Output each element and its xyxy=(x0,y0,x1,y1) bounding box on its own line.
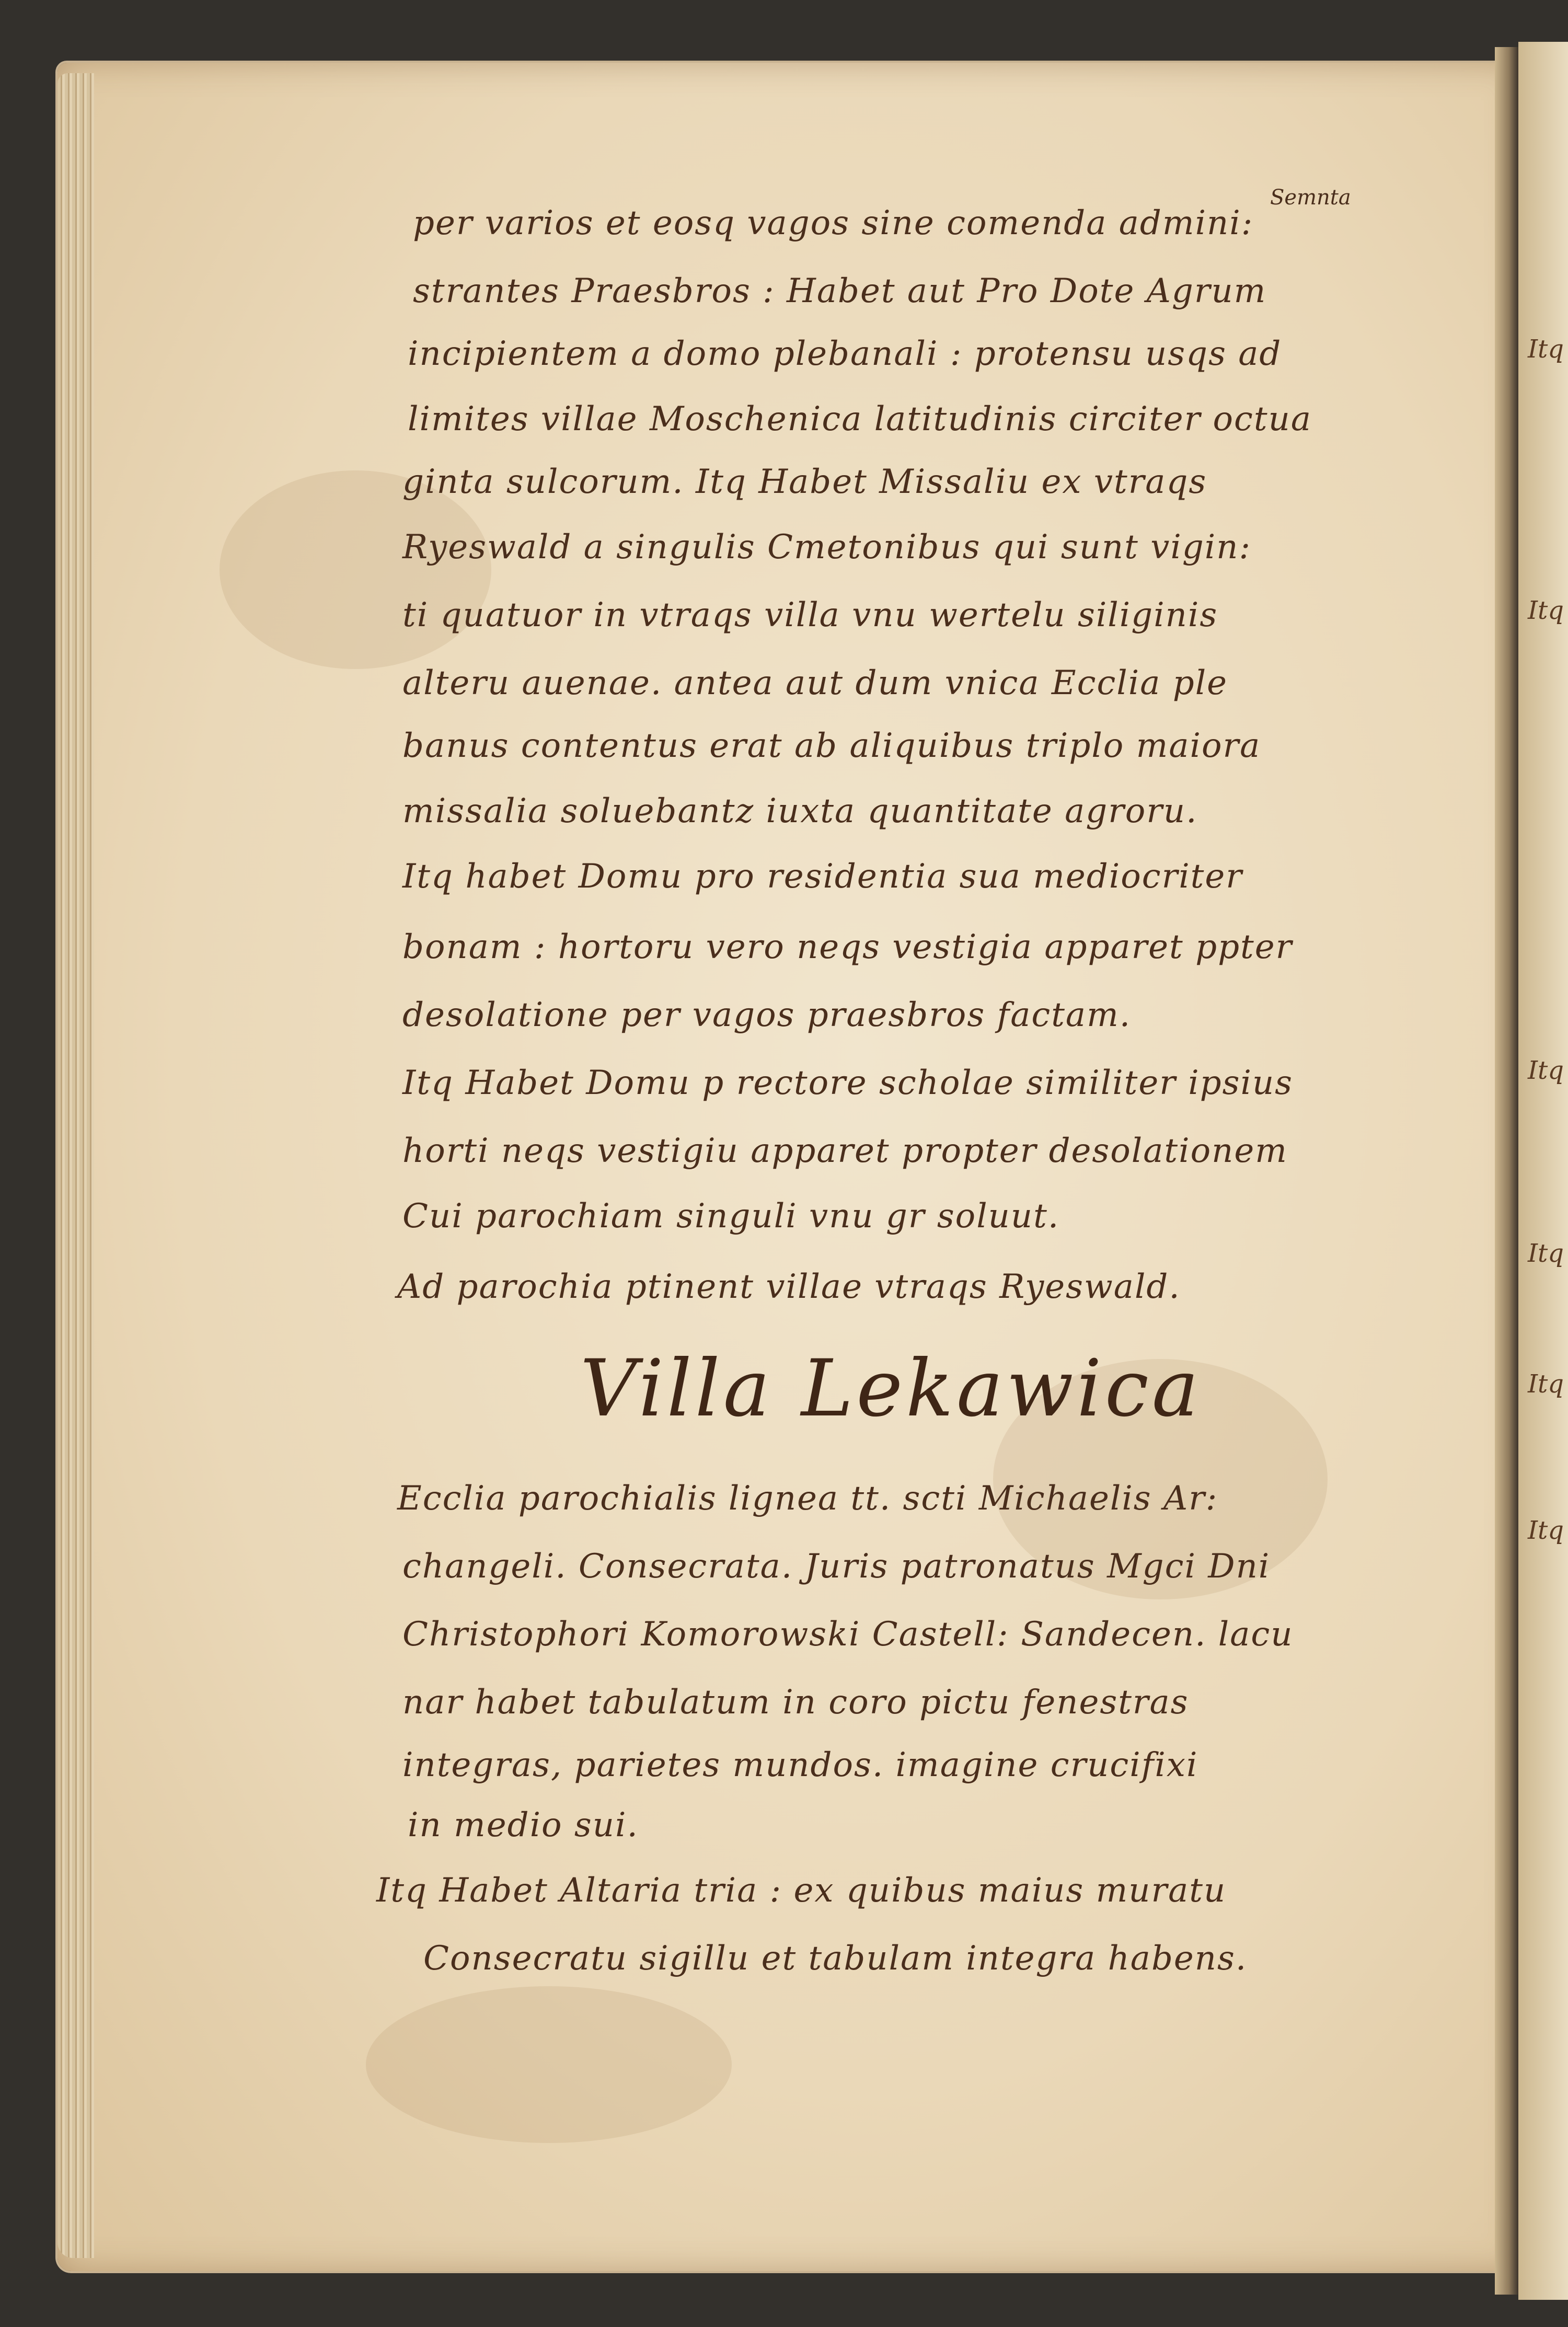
manuscript-line: desolatione per vagos praesbros factam. xyxy=(402,996,1132,1034)
book-gutter xyxy=(1495,47,1518,2295)
manuscript-line: Itq Habet Altaria tria : ex quibus maius muratu xyxy=(376,1871,1227,1910)
facing-page-mark: Itq xyxy=(1528,1239,1564,1268)
manuscript-line: Cui parochiam singuli vnu gr soluut. xyxy=(402,1197,1060,1236)
manuscript-line: bonam : hortoru vero neqs vestigia apparet ppter xyxy=(402,928,1293,966)
manuscript-line: alteru auenae. antea aut dum vnica Ecclia ple xyxy=(402,664,1228,702)
manuscript-line: Ryeswald a singulis Cmetonibus qui sunt vigin: xyxy=(402,528,1252,567)
page-edges xyxy=(57,73,94,2258)
facing-page-mark: Itq xyxy=(1528,1369,1564,1399)
supralinear-note: Semnta xyxy=(1270,186,1351,210)
paper-stain xyxy=(366,1986,732,2143)
facing-page-fragment xyxy=(1518,42,1568,2300)
manuscript-line: Itq habet Domu pro residentia sua mediocriter xyxy=(402,857,1243,896)
manuscript-line: banus contentus erat ab aliquibus triplo maiora xyxy=(402,727,1261,765)
facing-page-mark: Itq xyxy=(1528,335,1564,364)
section-heading: Villa Lekawica xyxy=(580,1343,1202,1434)
manuscript-line: Itq Habet Domu p rectore scholae similiter ipsius xyxy=(402,1064,1293,1102)
manuscript-line: changeli. Consecrata. Juris patronatus Mgci Dni xyxy=(402,1547,1271,1586)
manuscript-line: incipientem a domo plebanali : protensu usqs ad xyxy=(408,335,1282,373)
manuscript-line: Consecratu sigillu et tabulam integra habens. xyxy=(423,1939,1248,1978)
manuscript-line: in medio sui. xyxy=(408,1806,639,1845)
manuscript-line: strantes Praesbros : Habet aut Pro Dote Agrum xyxy=(413,272,1267,310)
manuscript-line: ginta sulcorum. Itq Habet Missaliu ex vtraqs xyxy=(402,463,1207,501)
manuscript-line: Ecclia parochialis lignea tt. scti Michaelis Ar: xyxy=(397,1479,1218,1518)
manuscript-line: integras, parietes mundos. imagine crucifixi xyxy=(402,1746,1198,1784)
manuscript-line: missalia soluebantz iuxta quantitate agroru. xyxy=(402,792,1198,831)
facing-page-mark: Itq xyxy=(1528,596,1564,625)
manuscript-line: nar habet tabulatum in coro pictu fenestras xyxy=(402,1683,1189,1722)
facing-page-mark: Itq xyxy=(1528,1516,1564,1545)
manuscript-line: Christophori Komorowski Castell: Sandecen. lacu xyxy=(402,1615,1294,1654)
manuscript-line: limites villae Moschenica latitudinis circiter octua xyxy=(408,400,1312,439)
facing-page-mark: Itq xyxy=(1528,1056,1564,1085)
manuscript-line: per varios et eosq vagos sine comenda admini: xyxy=(413,204,1254,243)
manuscript-line: Ad parochia ptinent villae vtraqs Ryeswald. xyxy=(397,1268,1181,1306)
manuscript-line: ti quatuor in vtraqs villa vnu wertelu siliginis xyxy=(402,596,1218,635)
manuscript-line: horti neqs vestigiu apparet propter desolationem xyxy=(402,1132,1288,1170)
